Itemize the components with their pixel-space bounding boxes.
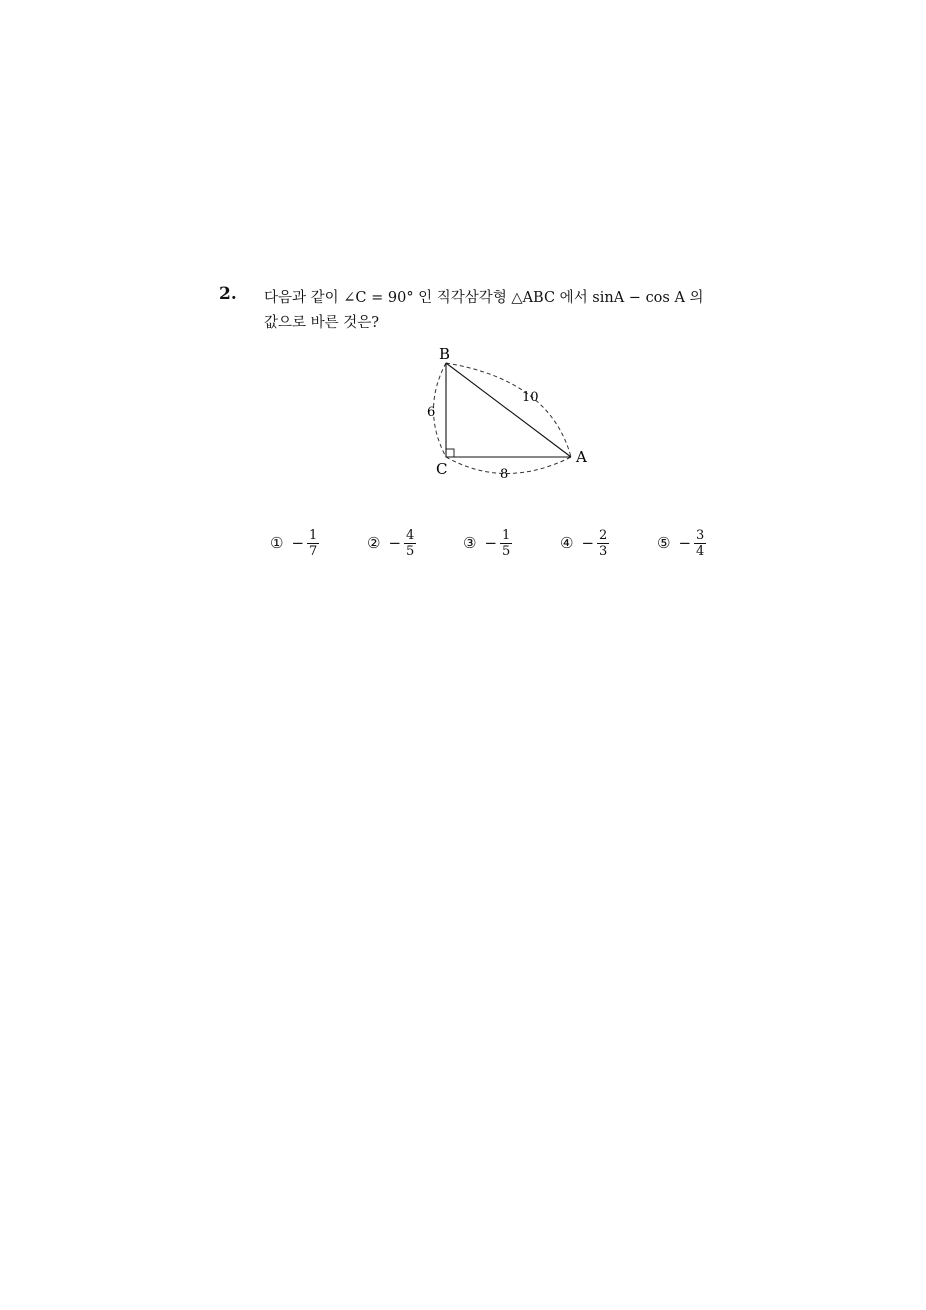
vertex-c-label: C: [436, 460, 448, 478]
fraction-numerator: 1: [309, 527, 318, 543]
choice-marker: ①: [270, 534, 284, 552]
choice-5[interactable]: [657, 523, 706, 563]
choice-sign: −: [291, 534, 305, 552]
side-ab-line: [446, 363, 571, 457]
choice-sign: −: [484, 534, 498, 552]
choice-1[interactable]: [270, 523, 319, 563]
fraction-denominator: 5: [502, 543, 511, 559]
choice-fraction: [500, 528, 512, 559]
right-angle-mark: [446, 449, 454, 457]
choice-fraction: [694, 528, 706, 559]
choice-marker: ④: [560, 534, 574, 552]
choice-fraction: [307, 528, 319, 559]
choice-sign: −: [678, 534, 692, 552]
choice-marker: ②: [367, 534, 381, 552]
choice-fraction: [404, 528, 416, 559]
choice-marker: ⑤: [657, 534, 671, 552]
fraction-numerator: 1: [502, 527, 511, 543]
question-text-line-2: 값으로 바른 것은?: [264, 315, 380, 331]
choice-marker: ③: [463, 534, 477, 552]
fraction-denominator: 4: [696, 543, 705, 559]
side-ab-label: 10: [522, 390, 539, 405]
fraction-denominator: 3: [599, 543, 608, 559]
choice-2[interactable]: [367, 523, 416, 563]
fraction-denominator: 5: [406, 543, 415, 559]
right-triangle-figure: [420, 340, 600, 485]
choice-sign: −: [581, 534, 595, 552]
choice-4[interactable]: [560, 523, 609, 563]
side-ca-label: 8: [500, 467, 509, 482]
side-bc-label: 6: [427, 405, 436, 420]
choice-sign: −: [388, 534, 402, 552]
fraction-numerator: 3: [696, 527, 705, 543]
vertex-a-label: A: [576, 448, 587, 466]
question-number: 2.: [219, 284, 237, 304]
fraction-numerator: 4: [406, 527, 415, 543]
vertex-b-label: B: [439, 345, 451, 363]
choice-fraction: [597, 528, 609, 559]
arc-ca: [446, 457, 571, 474]
fraction-denominator: 7: [309, 543, 318, 559]
arc-bc: [434, 363, 447, 457]
question-text-line-1: 다음과 같이 ∠C = 90° 인 직각삼각형 △ABC 에서 sinA − cos A 의: [264, 290, 704, 306]
fraction-numerator: 2: [599, 527, 608, 543]
choice-3[interactable]: [463, 523, 512, 563]
